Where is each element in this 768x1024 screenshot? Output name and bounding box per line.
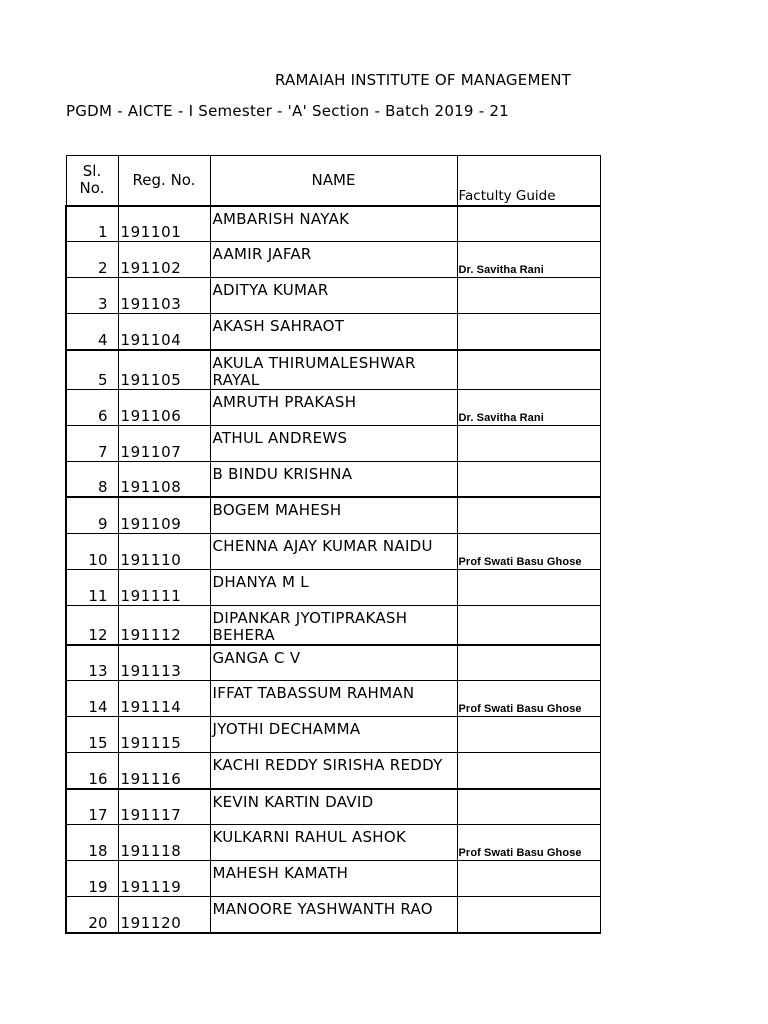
row-name: KULKARNI RAHUL ASHOK (210, 825, 457, 861)
row-faculty-guide: Prof Swati Basu Ghose (457, 825, 600, 861)
row-sl-no: 17 (66, 789, 118, 825)
row-faculty-guide (457, 789, 600, 825)
student-roster-table (65, 155, 601, 934)
row-reg-no: 191120 (118, 897, 210, 933)
row-name: DHANYA M L (210, 569, 457, 605)
row-name: AMRUTH PRAKASH (210, 389, 457, 425)
table-row (66, 461, 600, 497)
row-reg-no: 191114 (118, 681, 210, 717)
table-row (66, 753, 600, 789)
row-sl-no: 8 (66, 461, 118, 497)
row-faculty-guide (457, 461, 600, 497)
row-name: AKASH SAHRAOT (210, 314, 457, 350)
table-row (66, 533, 600, 569)
header-faculty-guide: Factulty Guide (457, 156, 600, 206)
row-name: AMBARISH NAYAK (210, 206, 457, 242)
row-sl-no: 3 (66, 278, 118, 314)
row-reg-no: 191108 (118, 461, 210, 497)
row-reg-no: 191103 (118, 278, 210, 314)
row-faculty-guide (457, 717, 600, 753)
row-faculty-guide (457, 314, 600, 350)
row-faculty-guide (457, 350, 600, 390)
row-faculty-guide (457, 753, 600, 789)
table-row (66, 717, 600, 753)
row-reg-no: 191115 (118, 717, 210, 753)
table-row (66, 242, 600, 278)
row-reg-no: 191116 (118, 753, 210, 789)
row-sl-no: 13 (66, 645, 118, 681)
row-sl-no: 11 (66, 569, 118, 605)
table-row (66, 605, 600, 645)
row-faculty-guide: Dr. Savitha Rani (457, 242, 600, 278)
row-reg-no: 191102 (118, 242, 210, 278)
table-row (66, 825, 600, 861)
row-name: JYOTHI DECHAMMA (210, 717, 457, 753)
row-reg-no: 191118 (118, 825, 210, 861)
row-name: DIPANKAR JYOTIPRAKASH BEHERA (210, 605, 457, 645)
row-name: MANOORE YASHWANTH RAO (210, 897, 457, 933)
row-faculty-guide: Prof Swati Basu Ghose (457, 533, 600, 569)
row-reg-no: 191112 (118, 605, 210, 645)
row-faculty-guide (457, 861, 600, 897)
row-name: BOGEM MAHESH (210, 497, 457, 533)
row-sl-no: 18 (66, 825, 118, 861)
row-sl-no: 1 (66, 206, 118, 242)
row-reg-no: 191105 (118, 350, 210, 390)
header-sl-line1: Sl. (82, 162, 102, 181)
table-row (66, 497, 600, 533)
table-row (66, 789, 600, 825)
table-row (66, 350, 600, 390)
row-name: CHENNA AJAY KUMAR NAIDU (210, 533, 457, 569)
row-name: B BINDU KRISHNA (210, 461, 457, 497)
row-name: IFFAT TABASSUM RAHMAN (210, 681, 457, 717)
table-row (66, 897, 600, 933)
row-name: AKULA THIRUMALESHWAR RAYAL (210, 350, 457, 390)
row-sl-no: 20 (66, 897, 118, 933)
row-faculty-guide (457, 897, 600, 933)
row-sl-no: 14 (66, 681, 118, 717)
row-reg-no: 191117 (118, 789, 210, 825)
row-reg-no: 191106 (118, 389, 210, 425)
row-name: ATHUL ANDREWS (210, 425, 457, 461)
row-sl-no: 9 (66, 497, 118, 533)
row-reg-no: 191119 (118, 861, 210, 897)
row-sl-no: 4 (66, 314, 118, 350)
row-faculty-guide (457, 497, 600, 533)
row-faculty-guide: Prof Swati Basu Ghose (457, 681, 600, 717)
table-header-row (66, 156, 600, 206)
table-row (66, 314, 600, 350)
row-reg-no: 191104 (118, 314, 210, 350)
row-name: ADITYA KUMAR (210, 278, 457, 314)
table-body (66, 206, 600, 933)
header-sl-no (66, 156, 118, 206)
document-title: RAMAIAH INSTITUTE OF MANAGEMENT (275, 71, 572, 89)
row-name: MAHESH KAMATH (210, 861, 457, 897)
document-subtitle: PGDM - AICTE - I Semester - 'A' Section - Batch 2019 - 21 (66, 102, 509, 120)
table-row (66, 569, 600, 605)
row-faculty-guide: Dr. Savitha Rani (457, 389, 600, 425)
row-sl-no: 19 (66, 861, 118, 897)
row-reg-no: 191101 (118, 206, 210, 242)
row-name: GANGA C V (210, 645, 457, 681)
table-row (66, 278, 600, 314)
row-sl-no: 15 (66, 717, 118, 753)
table-row (66, 861, 600, 897)
row-faculty-guide (457, 278, 600, 314)
row-faculty-guide (457, 206, 600, 242)
row-reg-no: 191109 (118, 497, 210, 533)
header-sl-line2: No. (79, 179, 105, 198)
table-row (66, 645, 600, 681)
table-row (66, 425, 600, 461)
row-sl-no: 10 (66, 533, 118, 569)
row-reg-no: 191107 (118, 425, 210, 461)
row-reg-no: 191111 (118, 569, 210, 605)
row-name: KACHI REDDY SIRISHA REDDY (210, 753, 457, 789)
row-faculty-guide (457, 569, 600, 605)
table-row (66, 681, 600, 717)
row-reg-no: 191110 (118, 533, 210, 569)
row-reg-no: 191113 (118, 645, 210, 681)
row-name: AAMIR JAFAR (210, 242, 457, 278)
table-row (66, 389, 600, 425)
row-sl-no: 16 (66, 753, 118, 789)
row-sl-no: 7 (66, 425, 118, 461)
row-faculty-guide (457, 605, 600, 645)
row-faculty-guide (457, 645, 600, 681)
header-reg-no: Reg. No. (118, 156, 210, 206)
header-name: NAME (210, 156, 457, 206)
row-faculty-guide (457, 425, 600, 461)
row-name: KEVIN KARTIN DAVID (210, 789, 457, 825)
row-sl-no: 2 (66, 242, 118, 278)
row-sl-no: 6 (66, 389, 118, 425)
table-row (66, 206, 600, 242)
row-sl-no: 12 (66, 605, 118, 645)
row-sl-no: 5 (66, 350, 118, 390)
